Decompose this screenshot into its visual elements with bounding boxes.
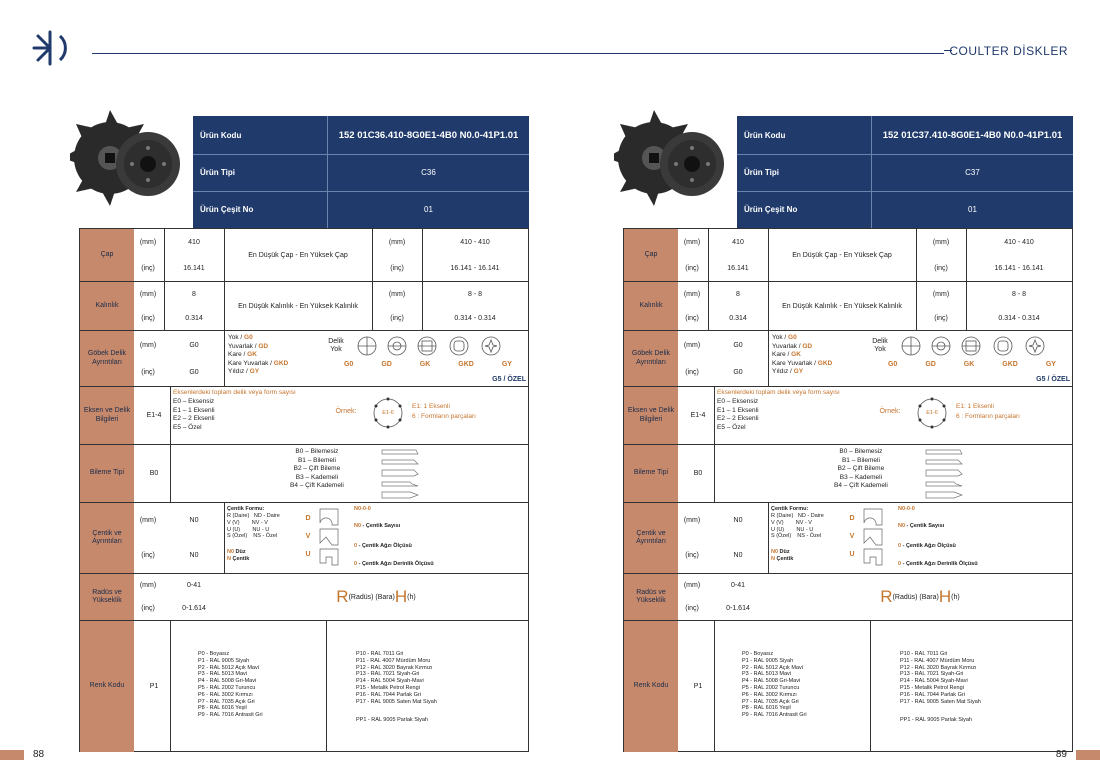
- inch-unit: (inç): [934, 264, 948, 272]
- color-option: P12 - RAL 3020 Bayrak Kırmızı: [900, 664, 977, 671]
- notch-notched: N Çentik: [227, 556, 250, 562]
- color-option: P10 - RAL 7011 Gri: [900, 651, 948, 657]
- color-option: P12 - RAL 3020 Bayrak Kırmızı: [356, 664, 433, 671]
- radius-mm: 0-41: [730, 582, 745, 589]
- spec-table: [623, 228, 1073, 752]
- radius-label: Radüs ve Yükseklik: [80, 574, 134, 620]
- notch-form: R (Daire) ND - Daire: [771, 513, 824, 519]
- axis-option: E5 – Özel: [717, 423, 746, 431]
- hub-hole-section: [80, 331, 528, 387]
- spec-table: [79, 228, 529, 752]
- color-value: P1: [149, 683, 159, 690]
- hub-option: Yıldız / GY: [228, 368, 260, 376]
- none-word: Yok: [330, 346, 342, 353]
- color-section: [624, 621, 1072, 752]
- axis-label: Eksen ve Delik Bilgileri: [624, 387, 678, 444]
- notch-d: D: [849, 514, 855, 522]
- hub-none-label: [320, 337, 352, 355]
- product-code-value: 152 01C37.410-8G0E1-4B0 N0.0-41P1.01: [871, 116, 1073, 154]
- color-value: P1: [693, 683, 703, 690]
- hub-option: Kare / GK: [228, 351, 257, 359]
- thickness-range-label: En Düşük Kalınlık - En Yüksek Kalınlık: [782, 302, 902, 310]
- sharpening-option: B1 – Bilemeli: [841, 456, 880, 464]
- inch-unit: (inç): [685, 605, 699, 612]
- color-option: P0 - Boyasız: [198, 651, 230, 657]
- notch-form: R (Daire) ND - Daire: [227, 513, 280, 519]
- hub-none-label: [864, 337, 896, 355]
- axis-heading: Eksenlerdeki toplam delik veya form sayısı: [717, 389, 840, 396]
- mm-unit: (mm): [139, 238, 157, 246]
- hub-special: G5 / ÖZEL: [1036, 375, 1070, 383]
- hub-option: Yuvarlak / GD: [772, 342, 813, 350]
- inch-unit: (inç): [141, 369, 155, 376]
- none-word: Yok: [874, 346, 886, 353]
- notch-depth: 0 - Çentik Ağzı Derinlik Ölçüsü: [898, 561, 978, 567]
- product-code-label: Ürün Kodu: [744, 130, 786, 140]
- sharpening-options-list: [834, 448, 888, 491]
- thickness-mm: 8: [736, 290, 740, 298]
- hub-code: GY: [501, 361, 512, 368]
- color-list-2: [900, 651, 981, 705]
- inch-unit: (inç): [934, 314, 948, 322]
- diameter-range-label: En Düşük Çap - En Yüksek Çap: [792, 251, 892, 259]
- color-extra: PP1 - RAL 9005 Parlak Siyah: [356, 717, 428, 723]
- hub-options-list: [228, 334, 328, 377]
- axis-note-1: E1: 1 Eksenli: [412, 403, 450, 410]
- radius-label: Radüs ve Yükseklik: [624, 574, 678, 620]
- hub-hole-label: Göbek Delik Ayrıntıları: [80, 331, 134, 386]
- sharpening-option: B2 – Çift Bileme: [837, 465, 885, 473]
- hub-special: G5 / ÖZEL: [492, 375, 526, 383]
- hub-code: G0: [343, 361, 354, 368]
- product-header-table: [193, 116, 529, 228]
- axis-option: E5 – Özel: [173, 423, 202, 431]
- inch-unit: (inç): [141, 264, 155, 272]
- radius-mm: 0-41: [186, 582, 201, 589]
- hub-inch: G0: [733, 369, 743, 376]
- hub-inch: G0: [189, 369, 199, 376]
- color-option: P5 - RAL 2002 Turuncu: [198, 684, 256, 691]
- thickness-range-inch: 0.314 - 0.314: [998, 314, 1040, 322]
- color-option: P8 - RAL 6016 Yeşil: [742, 705, 791, 712]
- mm-unit: (mm): [683, 517, 701, 524]
- axis-option: E2 – 2 Eksenli: [717, 415, 759, 423]
- color-option: P4 - RAL 5008 Gri-Mavi: [742, 678, 801, 685]
- thickness-range-mm: 8 - 8: [1011, 290, 1026, 298]
- color-option: P16 - RAL 7044 Parlak Gri: [900, 691, 965, 698]
- sharpening-option: B3 – Kademeli: [295, 473, 339, 481]
- product-variant-label: Ürün Çeşit No: [744, 205, 798, 214]
- notch-shapes-icon: [318, 507, 340, 567]
- notch-v: V: [849, 532, 855, 540]
- thickness-label: Kalınlık: [80, 282, 134, 330]
- hub-shapes-icon: [355, 335, 525, 357]
- notch-mouth: 0 - Çentik Ağzı Ölçüsü: [898, 543, 956, 549]
- mm-unit: (mm): [683, 582, 701, 589]
- header-rule: [92, 53, 944, 54]
- hub-option: Kare / GK: [772, 351, 801, 359]
- sharpening-profiles-icon: [924, 447, 964, 499]
- radius-height-text: R (Radüs) (Bara) H (h): [336, 587, 416, 606]
- diameter-range-label: En Düşük Çap - En Yüksek Çap: [248, 251, 348, 259]
- notch-depth: 0 - Çentik Ağzı Derinlik Ölçüsü: [354, 561, 434, 567]
- coulter-disc-image: [614, 96, 724, 226]
- mm-unit: (mm): [932, 238, 950, 246]
- notch-label: Çentik ve Ayrıntıları: [80, 503, 134, 573]
- notch-inch: N0: [189, 552, 199, 559]
- mm-unit: (mm): [139, 517, 157, 524]
- radius-height-text: R (Radüs) (Bara) H (h): [880, 587, 960, 606]
- mm-unit: (mm): [139, 341, 157, 349]
- radius-inch: 0-1.614: [726, 605, 750, 612]
- color-option: P10 - RAL 7011 Gri: [356, 651, 404, 657]
- diameter-range-inch: 16.141 - 16.141: [450, 264, 500, 272]
- page-tab-left: [0, 750, 24, 760]
- thickness-label: Kalınlık: [624, 282, 678, 330]
- hub-code-row: [874, 361, 1070, 371]
- color-option: P14 - RAL 5004 Siyah-Mavi: [900, 678, 968, 685]
- diameter-range-mm: 410 - 410: [460, 238, 490, 246]
- color-option: P15 - Metalik Petrol Rengi: [900, 684, 964, 691]
- product-page-1: [70, 96, 526, 756]
- hub-mm: G0: [189, 341, 199, 349]
- page-number-right: 89: [1055, 749, 1067, 760]
- hole-word: Delik: [328, 338, 344, 345]
- axis-option: E0 – Eksensiz: [173, 398, 215, 405]
- color-option: P4 - RAL 5008 Gri-Mavi: [198, 678, 257, 685]
- color-option: P11 - RAL 4007 Mürdüm Moru: [356, 657, 431, 664]
- notch-v: V: [305, 532, 311, 540]
- mm-unit: (mm): [683, 238, 701, 246]
- product-variant-label: Ürün Çeşit No: [200, 205, 254, 214]
- notch-flat: N0 Düz: [227, 549, 246, 555]
- hub-options-list: [772, 334, 872, 377]
- sharpening-section: [624, 445, 1072, 503]
- mm-unit: (mm): [683, 290, 701, 298]
- thickness-range-label: En Düşük Kalınlık - En Yüksek Kalınlık: [238, 302, 358, 310]
- notch-code: N0-0-0: [354, 506, 371, 512]
- color-option: P13 - RAL 7021 Siyah-Gri: [356, 671, 420, 678]
- sharpening-option: B0 – Bilemesiz: [839, 448, 883, 455]
- notch-form-heading: Çentik Formu:: [227, 506, 265, 512]
- color-section: [80, 621, 528, 752]
- mm-unit: (mm): [139, 290, 157, 298]
- inch-unit: (inç): [141, 314, 155, 322]
- product-code-value: 152 01C36.410-8G0E1-4B0 N0.0-41P1.01: [327, 116, 529, 154]
- mm-unit: (mm): [388, 238, 406, 246]
- color-option: P15 - Metalik Petrol Rengi: [356, 684, 420, 691]
- sharpening-option: B4 – Çift Kademeli: [834, 482, 888, 490]
- hub-hole-section: [624, 331, 1072, 387]
- mm-unit: (mm): [683, 341, 701, 349]
- diameter-range-inch: 16.141 - 16.141: [994, 264, 1044, 272]
- notch-notched: N Çentik: [771, 556, 794, 562]
- notch-mouth: 0 - Çentik Ağzı Ölçüsü: [354, 543, 412, 549]
- mm-unit: (mm): [388, 290, 406, 298]
- notch-u: U: [849, 550, 855, 558]
- sharpening-section: [80, 445, 528, 503]
- thickness-range-mm: 8 - 8: [467, 290, 482, 298]
- color-option: P3 - RAL 5013 Mavi: [742, 671, 792, 678]
- inch-unit: (inç): [685, 264, 699, 272]
- radius-section: [624, 574, 1072, 621]
- hub-code: GD: [381, 361, 392, 368]
- notch-form: S (Özel) NS - Özel: [771, 533, 822, 540]
- sharpening-options-list: [290, 448, 344, 491]
- notch-form-list: [227, 513, 280, 540]
- sharpening-label: Bileme Tipi: [624, 445, 678, 502]
- page-tab-right: [1076, 750, 1100, 760]
- hub-option: Yıldız / GY: [772, 368, 804, 376]
- hub-option: Yok / G0: [228, 334, 253, 341]
- axis-option: E1 – 1 Eksenli: [717, 406, 759, 414]
- axis-heading: Eksenlerdeki toplam delik veya form sayısı: [173, 389, 296, 396]
- axis-example-caption: E1-6: [382, 409, 394, 416]
- hub-code-row: [330, 361, 526, 371]
- thickness-section: [80, 282, 528, 331]
- sharpening-option: B1 – Bilemeli: [297, 456, 336, 464]
- axis-option: E1 – 1 Eksenli: [173, 406, 215, 414]
- thickness-section: [624, 282, 1072, 331]
- hub-option: Yuvarlak / GD: [228, 342, 269, 350]
- color-option: P7 - RAL 7035 Açık Gri: [198, 698, 255, 705]
- product-type-label: Ürün Tipi: [200, 168, 235, 177]
- brand-logo-icon: [30, 28, 70, 68]
- notch-section: [80, 503, 528, 574]
- thickness-inch: 0.314: [729, 314, 747, 322]
- inch-unit: (inç): [390, 314, 404, 322]
- axis-section: [80, 387, 528, 445]
- notch-form: U (U) NU - U: [227, 526, 270, 533]
- hub-code: GKD: [1002, 361, 1018, 368]
- diameter-section: [624, 229, 1072, 282]
- notch-shapes-icon: [862, 507, 884, 567]
- color-option: P2 - RAL 5012 Açık Mavi: [198, 664, 259, 671]
- diameter-inch: 16.141: [183, 264, 205, 272]
- sharpening-option: B4 – Çift Kademeli: [290, 482, 344, 490]
- notch-form: V (V) NV - V: [771, 519, 812, 526]
- notch-d: D: [305, 514, 311, 522]
- color-list-2: [356, 651, 437, 705]
- inch-unit: (inç): [390, 264, 404, 272]
- notch-u: U: [305, 550, 311, 558]
- coulter-disc-image: [70, 96, 180, 226]
- notch-form: V (V) NV - V: [227, 519, 268, 526]
- color-option: P7 - RAL 7035 Açık Gri: [742, 698, 799, 705]
- axis-example-caption: E1-6: [926, 409, 938, 416]
- product-header-table: [737, 116, 1073, 228]
- axis-note-2: 6 : Formların parçaları: [956, 413, 1020, 420]
- page-number-left: 88: [33, 749, 45, 760]
- notch-inch: N0: [733, 552, 743, 559]
- thickness-mm: 8: [192, 290, 196, 298]
- notch-code: N0-0-0: [898, 506, 915, 512]
- notch-section: [624, 503, 1072, 574]
- diameter-section: [80, 229, 528, 282]
- sharpening-option: B3 – Kademeli: [839, 473, 883, 481]
- sharpening-label: Bileme Tipi: [80, 445, 134, 502]
- diameter-label: Çap: [80, 229, 134, 281]
- hub-code: GK: [963, 361, 975, 368]
- notch-label: Çentik ve Ayrıntıları: [624, 503, 678, 573]
- axis-option: E0 – Eksensiz: [717, 398, 759, 405]
- sharpening-option: B2 – Çift Bileme: [293, 465, 341, 473]
- axis-options-list: [173, 398, 215, 432]
- color-option: P9 - RAL 7016 Antrasit Gri: [742, 712, 807, 719]
- color-option: P2 - RAL 5012 Açık Mavi: [742, 664, 803, 671]
- notch-form: S (Özel) NS - Özel: [227, 533, 278, 540]
- inch-unit: (inç): [685, 552, 699, 559]
- notch-mm: N0: [733, 517, 743, 524]
- axis-value: E1-4: [146, 412, 162, 419]
- product-type-label: Ürün Tipi: [744, 168, 779, 177]
- hub-code: GK: [419, 361, 431, 368]
- color-option: P13 - RAL 7021 Siyah-Gri: [900, 671, 964, 678]
- thickness-inch: 0.314: [185, 314, 203, 322]
- example-label: Örnek:: [335, 407, 357, 415]
- color-option: P0 - Boyasız: [742, 651, 774, 657]
- axis-note-1: E1: 1 Eksenli: [956, 403, 994, 410]
- hub-option: Yok / G0: [772, 334, 797, 341]
- diameter-mm: 410: [732, 238, 744, 246]
- page-title: COULTER DİSKLER: [949, 44, 1068, 58]
- thickness-range-inch: 0.314 - 0.314: [454, 314, 496, 322]
- sharpening-value: B0: [149, 470, 159, 477]
- notch-form-list: [771, 513, 824, 540]
- example-label: Örnek:: [879, 407, 901, 415]
- color-option: P8 - RAL 6016 Yeşil: [198, 705, 247, 712]
- notch-mm: N0: [189, 517, 199, 524]
- notch-count: N0 - Çentik Sayısı: [354, 523, 401, 529]
- axis-options-list: [717, 398, 759, 432]
- mm-unit: (mm): [139, 582, 157, 589]
- inch-unit: (inç): [141, 605, 155, 612]
- hub-option: Kare Yuvarlak / GKD: [772, 359, 833, 367]
- product-type-value: C36: [327, 154, 529, 191]
- hub-code: G0: [887, 361, 898, 368]
- notch-flat: N0 Düz: [771, 549, 790, 555]
- hub-mm: G0: [733, 341, 743, 349]
- color-label: Renk Kodu: [80, 621, 134, 752]
- color-option: P14 - RAL 5004 Siyah-Mavi: [356, 678, 424, 685]
- axis-note-2: 6 : Formların parçaları: [412, 413, 476, 420]
- notch-count: N0 - Çentik Sayısı: [898, 523, 945, 529]
- sharpening-profiles-icon: [380, 447, 420, 499]
- color-option: P6 - RAL 3002 Kırmızı: [742, 691, 797, 698]
- sharpening-value: B0: [693, 470, 703, 477]
- axis-section: [624, 387, 1072, 445]
- hub-option: Kare Yuvarlak / GKD: [228, 359, 289, 367]
- color-option: P1 - RAL 9005 Siyah: [742, 657, 794, 664]
- color-option: P17 - RAL 9005 Saten Mat Siyah: [900, 698, 981, 705]
- inch-unit: (inç): [685, 314, 699, 322]
- hub-code: GD: [925, 361, 936, 368]
- axis-label: Eksen ve Delik Bilgileri: [80, 387, 134, 444]
- hub-code: GY: [1045, 361, 1056, 368]
- notch-form-heading: Çentik Formu:: [771, 506, 809, 512]
- color-option: P11 - RAL 4007 Mürdüm Moru: [900, 657, 975, 664]
- product-code-label: Ürün Kodu: [200, 130, 242, 140]
- inch-unit: (inç): [141, 552, 155, 559]
- hub-hole-label: Göbek Delik Ayrıntıları: [624, 331, 678, 386]
- color-list-1: [198, 651, 263, 719]
- diameter-range-mm: 410 - 410: [1004, 238, 1034, 246]
- radius-inch: 0-1.614: [182, 605, 206, 612]
- hub-shapes-icon: [899, 335, 1069, 357]
- color-option: P17 - RAL 9005 Saten Mat Siyah: [356, 698, 437, 705]
- mm-unit: (mm): [932, 290, 950, 298]
- axis-value: E1-4: [690, 412, 706, 419]
- color-option: P3 - RAL 5013 Mavi: [198, 671, 248, 678]
- sharpening-option: B0 – Bilemesiz: [295, 448, 339, 455]
- hub-code: GKD: [458, 361, 474, 368]
- radius-section: [80, 574, 528, 621]
- color-label: Renk Kodu: [624, 621, 678, 752]
- diameter-label: Çap: [624, 229, 678, 281]
- diameter-inch: 16.141: [727, 264, 749, 272]
- notch-form: U (U) NU - U: [771, 526, 814, 533]
- diameter-mm: 410: [188, 238, 200, 246]
- color-option: P16 - RAL 7044 Parlak Gri: [356, 691, 421, 698]
- color-option: P9 - RAL 7016 Antrasit Gri: [198, 712, 263, 719]
- product-variant-value: 01: [871, 191, 1073, 228]
- axis-option: E2 – 2 Eksenli: [173, 415, 215, 423]
- inch-unit: (inç): [685, 369, 699, 376]
- hole-word: Delik: [872, 338, 888, 345]
- color-option: P6 - RAL 3002 Kırmızı: [198, 691, 253, 698]
- color-option: P5 - RAL 2002 Turuncu: [742, 684, 800, 691]
- color-option: P1 - RAL 9005 Siyah: [198, 657, 250, 664]
- product-type-value: C37: [871, 154, 1073, 191]
- color-list-1: [742, 651, 807, 719]
- product-variant-value: 01: [327, 191, 529, 228]
- color-extra: PP1 - RAL 9005 Parlak Siyah: [900, 717, 972, 723]
